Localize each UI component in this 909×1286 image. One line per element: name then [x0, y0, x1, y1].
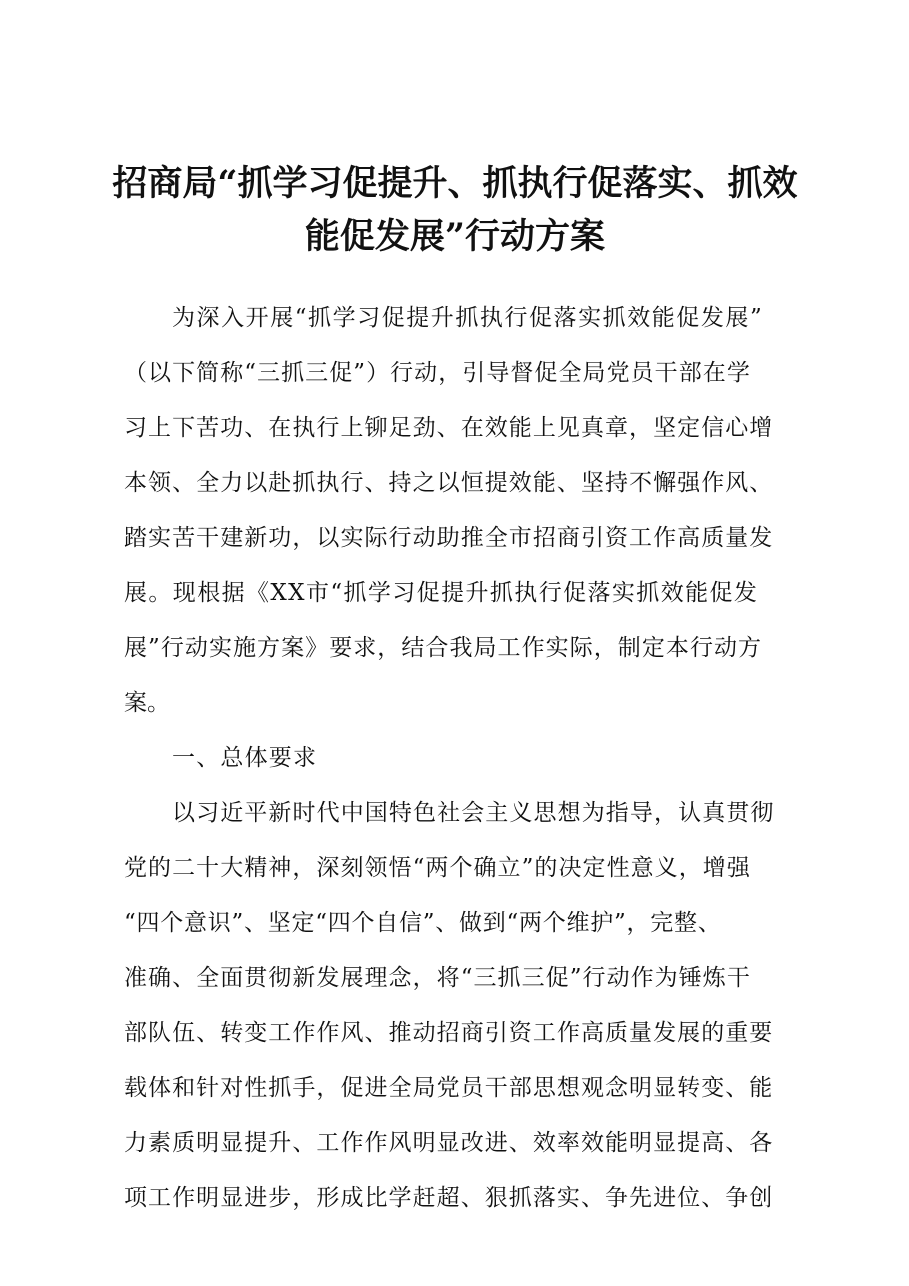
- body-line-13: 准确、全面贯彻新发展理念，将“三抓三促”行动作为锤炼干: [124, 965, 751, 991]
- body-line-4: 本领、全力以赴抓执行、持之以恒提效能、坚持不懈强作风、: [124, 470, 774, 496]
- section-heading-overall-requirements: 一、总体要求: [172, 745, 318, 771]
- body-line-11: 党的二十大精神，深刻领悟“两个确立”的决定性意义，增强: [124, 855, 751, 881]
- body-line-12: “四个意识”、坚定“四个自信”、做到“两个维护”，完整、: [124, 910, 722, 936]
- body-line-8: 案。: [124, 690, 170, 716]
- document-title-line-2: 能促发展”行动方案: [304, 216, 606, 257]
- body-line-5: 踏实苦干建新功，以实际行动助推全市招商引资工作高质量发: [124, 525, 774, 551]
- body-line-7: 展”行动实施方案》要求，结合我局工作实际，制定本行动方: [124, 635, 763, 661]
- body-line-1: 为深入开展“抓学习促提升抓执行促落实抓效能促发展”: [172, 305, 764, 331]
- body-line-17: 项工作明显进步，形成比学赶超、狠抓落实、争先进位、争创: [124, 1185, 774, 1211]
- body-line-2: （以下简称“三抓三促”）行动，引导督促全局党员干部在学: [124, 360, 751, 386]
- body-line-6: 展。现根据《XX市“抓学习促提升抓执行促落实抓效能促发: [124, 580, 759, 606]
- body-line-14: 部队伍、转变工作作风、推动招商引资工作高质量发展的重要: [124, 1020, 774, 1046]
- body-line-10: 以习近平新时代中国特色社会主义思想为指导，认真贯彻: [172, 800, 775, 826]
- body-line-15: 载体和针对性抓手，促进全局党员干部思想观念明显转变、能: [124, 1075, 774, 1101]
- body-line-16: 力素质明显提升、工作作风明显改进、效率效能明显提高、各: [124, 1130, 774, 1156]
- document-title-line-1: 招商局“抓学习促提升、抓执行促落实、抓效: [112, 163, 798, 204]
- body-line-3: 习上下苦功、在执行上铆足劲、在效能上见真章，坚定信心增: [124, 415, 774, 441]
